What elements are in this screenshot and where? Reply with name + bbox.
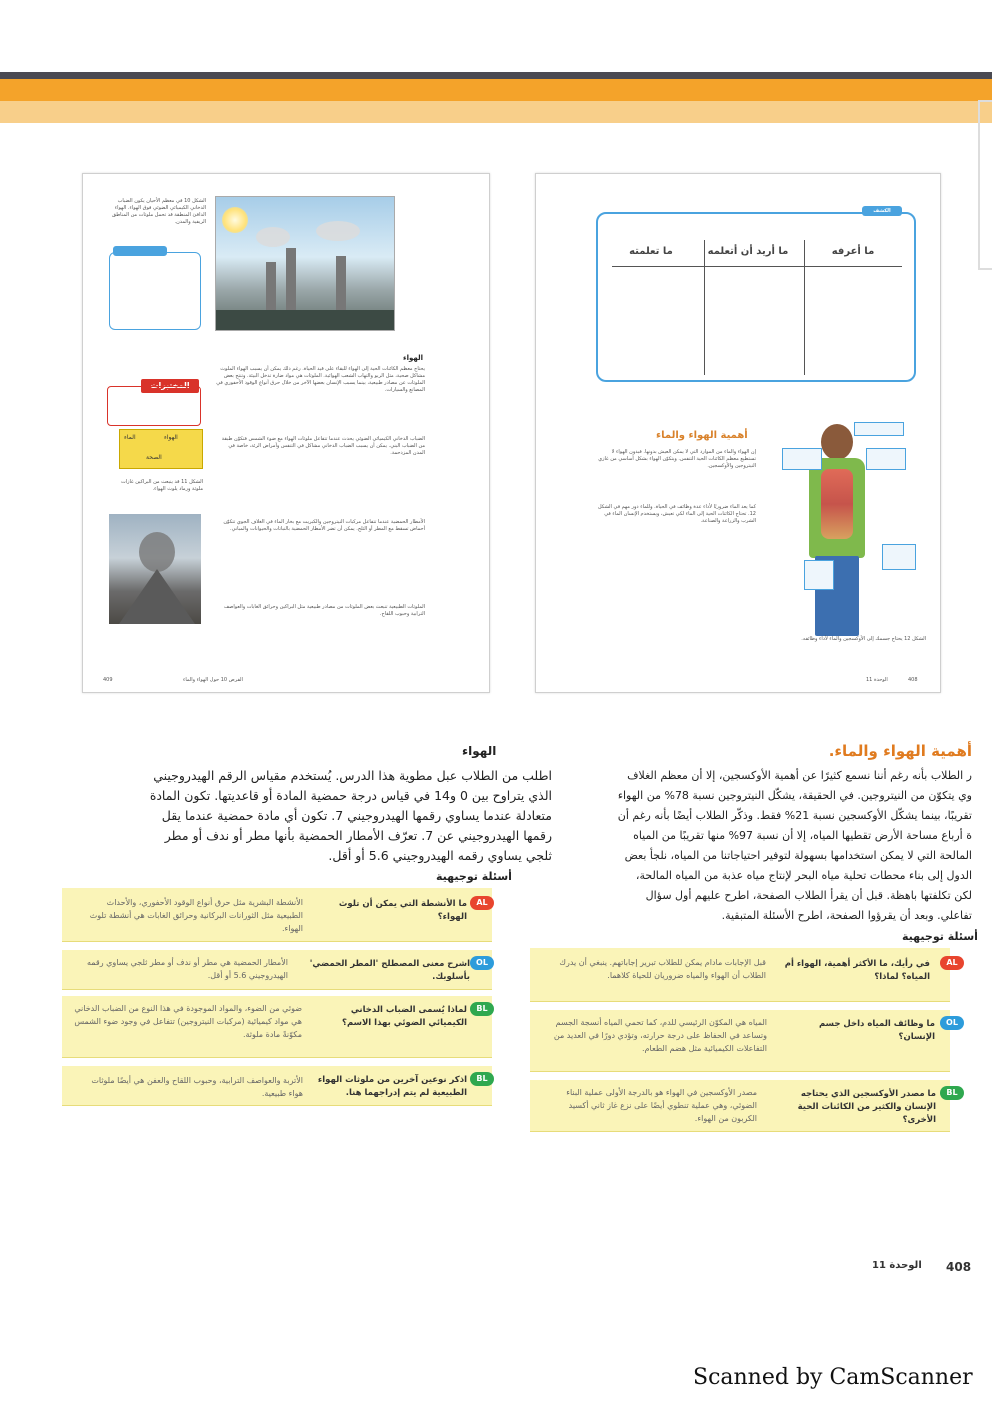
body-head — [821, 424, 853, 460]
footer-page-number: 408 — [946, 1260, 972, 1274]
ash-cloud — [139, 532, 175, 572]
smoke-cloud — [316, 221, 360, 241]
left-page-body-3: الأمطار الحمضية عندما تتفاعل مركبات النيتروجين والكبريت مع بخار الماء في الغلاف الجوي تتكوّن أحماض تسقط مع المطر أو الثلج. يمكن أن تضر الأمطار الحمضية بالنباتات والحيوانات والمباني. — [223, 519, 425, 532]
callout-box — [854, 422, 904, 436]
annotation-left-line: ر الطلاب بأنه رغم أننا نسمع كثيرًا عن أهمية الأوكسجين، إلا أن معظم الغلاف — [627, 769, 972, 782]
annotation-left-line: الدول إلى بناء محطات تحلية مياه البحر لإنتاج مياه عذبة من المياه المالحة، — [635, 869, 972, 882]
footer-unit: الوحدة 11 — [872, 1260, 922, 1271]
right-page-section-title: أهمية الهواء والماء — [656, 430, 748, 441]
foldable-label: الماء — [124, 434, 136, 441]
left-page-title: الهواء — [403, 354, 424, 362]
annotation-line: متعادلة عندما يساوي رقمها الهيدروجيني 7. تكون أي مادة حمضية عندما يقل — [161, 808, 552, 823]
volcano-image — [109, 514, 201, 624]
guide-title-left: أسئلة توجيهية — [436, 870, 512, 883]
body-organs — [821, 469, 853, 539]
kwl-divider — [704, 240, 705, 375]
callout-box — [804, 560, 834, 590]
guide-question: في رأيك، ما الأكثر أهمية، الهواء أم المياه؟ لماذا؟ — [784, 959, 930, 982]
annotation-left-line: وي يتكوّن من النيتروجين. في الحقيقة، يشكّل النيتروجين نسبة 78% من الهواء — [617, 789, 972, 802]
guide-row — [530, 1080, 958, 1132]
sun-icon — [222, 207, 248, 233]
smoke-cloud — [256, 227, 290, 247]
left-page-body-4: الملوثات الطبيعية تنبعث بعض الملوثات من مصادر طبيعية مثل البراكين وحرائق الغابات والعواصف الترابية وحبوب اللقاح. — [223, 604, 425, 617]
guide-question: ما مصدر الأوكسجين الذي يحتاجه الإنسان والكثير من الكائنات الحية الأخرى؟ — [797, 1089, 936, 1125]
guide-answer: الأمطار الحمضية هي مطر أو ندف أو مطر ثلجي يساوي رقمه الهيدروجيني 5.6 أو أقل. — [87, 958, 288, 980]
guide-row — [62, 1066, 492, 1106]
sidebar-note: الشكل 10 في معظم الأحيان يكون الضباب الدخاني الكيميائي الضوئي فوق الهواء. الهواء الدافئ المنطقة قد تحمل ملوثات من المناطق الريفية والمدن. — [112, 198, 206, 225]
guide-title-right: أسئلة توجيهية — [902, 930, 978, 943]
reading-check-box — [109, 252, 201, 330]
annotation-left-line: تفاعلي. وبعد أن يقرؤوا الصفحة، اطرح الأسئلة المتبقية. — [721, 909, 972, 922]
annotation-left-line: ة أرباع مساحة الأرض تقطيها المياه، إلا أن نسبة 97% منها تقريبًا من المياه — [633, 829, 972, 842]
guide-answer: قبل الإجابات مادام يمكن للطلاب تبرير إجاباتهم. ينبغي أن يدرك الطلاب أن الهواء والمياه ضروريان للحياة كلاهما. — [559, 958, 766, 980]
ground — [216, 310, 394, 330]
chimney — [266, 262, 276, 312]
guide-row — [530, 1010, 958, 1072]
kwl-header-want: ما أريد أن أتعلمه — [707, 246, 789, 257]
annotation-left-heading: أهمية الهواء والماء. — [828, 742, 972, 760]
level-badge: OL — [940, 1016, 964, 1030]
guide-question: لماذا يُسمى الضباب الدخاني الكيميائي الضوئي بهذا الاسم؟ — [342, 1005, 467, 1028]
annotation-line: رقمها الهيدروجيني عن 7. تعرّف الأمطار الحمضية بأنها مطر أو ندف أو مطر — [164, 828, 552, 843]
guide-answer: الأنشطة البشرية مثل حرق أنواع الوقود الأحفوري، والأحداث الطبيعية مثل الثورانات البركانية وحرائق الغابات هي أنشطة تلوث الهواء. — [89, 898, 303, 933]
guide-answer: الأتربة والعواصف الترابية، وحبوب اللقاح والعفن هي أيضًا ملوثات هواء طبيعية. — [91, 1076, 303, 1098]
guide-row — [62, 996, 492, 1058]
top-orange-band — [0, 79, 992, 101]
guide-question: اشرح معنى المصطلح 'المطر الحمضي' بأسلوبك. — [309, 959, 470, 982]
callout-box — [882, 544, 916, 570]
kwl-header-learned: ما تعلمته — [629, 246, 673, 257]
chimney — [286, 248, 296, 312]
right-page-body-2: كما يعد الماء ضروريًا لأداء عدة وظائف في الحياة. وللماء دور مهم في الشكل 12. تحتاج الكائنات الحية إلى الماء لكي تعيش، ويستخدم الإنسان الماء في الشرب والزراعة والصناعة. — [598, 504, 756, 524]
kwl-chart — [596, 212, 916, 382]
safety-tag: المختبرات — [141, 379, 199, 393]
right-page-unit: الوحدة 11 — [866, 677, 888, 683]
top-dark-strip — [0, 72, 992, 79]
textbook-page-409 — [82, 173, 490, 693]
right-page-body-1: إن الهواء والماء من الموارد التي لا يمكن العيش بدونها. فبدون الهواء لا تستطيع معظم الكائنات الحية التنفس. ويتكوّن الهواء بشكل أساسي من غازي النيتروجين والأوكسجين. — [598, 449, 756, 469]
left-page-footer: الفرص 10 حول الهواء والماء — [183, 677, 243, 683]
left-page-body-1: يحتاج معظم الكائنات الحية إلى الهواء للبقاء على قيد الحياة. رغم ذلك يمكن أن يسبب الهواء الملوث مشاكل صحية، مثل الربو والتهاب الشعب الهوائية. الملوثات هي مواد ضارة تدخل البيئة. وتنتج بعض الملوثات عن مصادر طبيعية، بينما يسبب الإنسان بعضها الآخر من خلال حرق أنواع الوقود الأحفوري في المصانع والسيارات. — [216, 366, 425, 393]
level-badge: BL — [940, 1086, 964, 1100]
annotation-line: الذي يتراوح بين 0 و14 في قياس درجة حمضية المادة أو قاعديتها. تكون المادة — [149, 788, 552, 803]
volcano-caption: الشكل 11 قد ينبعث من البراكين غازات ملوثة ورماد يلوث الهواء. — [121, 479, 203, 492]
right-page-number: 408 — [908, 677, 918, 683]
volcano-cone — [119, 569, 195, 624]
guide-row — [62, 888, 492, 942]
annotation-right-heading: الهواء — [462, 744, 497, 758]
foldable-label: الصحة — [146, 454, 162, 461]
guide-answer: مصدر الأوكسجين في الهواء هو بالدرجة الأولى عملية البناء الضوئي، وهي عملية تنطوي أيضًا على نزع غاز ثاني أكسيد الكربون من الهواء. — [566, 1088, 757, 1123]
level-badge: AL — [470, 896, 494, 910]
left-page-body-2: الضباب الدخاني الكيميائي الضوئي يحدث عندما تتفاعل ملوثات الهواء مع ضوء الشمس فتكوّن طبقة من الضباب البني. يمكن أن يسبب الضباب الدخاني مشاكل في التنفس وأمراض الرئة، خاصة في المدن المزدحمة. — [221, 436, 425, 456]
guide-answer: المياه هي المكوّن الرئيسي للدم، كما تحمي المياه أنسجة الجسم وتساعد في الحفاظ على درجة حرارته، وتؤدي دورًا في العديد من التفاعلات الكيميائية مثل هضم الطعام. — [553, 1018, 767, 1053]
level-badge: BL — [470, 1072, 494, 1086]
level-badge: BL — [470, 1002, 494, 1016]
scanner-watermark: Scanned by CamScanner — [693, 1365, 973, 1390]
callout-box — [782, 448, 822, 470]
kwl-header-know: ما أعرفه — [831, 246, 875, 257]
factory-pollution-image — [215, 196, 395, 331]
foldable-diagram — [119, 429, 203, 469]
annotation-left-line: المالحة التي لا يمكن استخدامها بسهولة لتوفير احتياجاتنا من المياه، نلجأ بعض — [624, 849, 972, 862]
guide-row — [62, 950, 492, 990]
foldable-label: الهواء — [164, 434, 178, 441]
guide-question: اذكر نوعين آخرين من ملوثات الهواء الطبيعية لم يتم إدراجهما هنا. — [317, 1075, 467, 1098]
safety-frame — [107, 386, 201, 426]
textbook-page-408 — [535, 173, 941, 693]
level-badge: OL — [470, 956, 494, 970]
annotation-left-line: لكن تكلفتها باهظة. قبل أن يقرأ الطلاب الصفحة، اطرح عليهم أول سؤال — [645, 889, 972, 902]
kwl-hline — [612, 266, 902, 267]
annotation-left-line: تقريبًا، بينما يشكّل الأوكسجين نسبة 21% فقط. وذكّر الطلاب أيضًا بأنه رغم أن — [617, 809, 972, 822]
body-caption: الشكل 12 يحتاج جسمك إلى الأوكسجين والماء لأداء وظائفه. — [801, 636, 926, 642]
guide-question: ما وظائف المياه داخل جسم الإنسان؟ — [819, 1019, 935, 1042]
page-edge-tab — [978, 100, 992, 270]
guide-row — [530, 948, 958, 1002]
left-page-number: 409 — [103, 677, 113, 683]
callout-box — [866, 448, 906, 470]
kwl-divider — [804, 240, 805, 375]
guide-question: ما الأنشطة التي يمكن أن تلوث الهواء؟ — [338, 899, 467, 922]
annotation-line: ثلجي يساوي رقمه الهيدروجيني 5.6 أو أقل. — [328, 848, 552, 863]
annotation-line: اطلب من الطلاب عبل مطوية هذا الدرس. يُستخدم مقياس الرقم الهيدروجيني — [153, 768, 552, 783]
level-badge: AL — [940, 956, 964, 970]
guide-answer: ضوئي من الضوء، والمواد الموجودة في هذا النوع من الضباب الدخاني هي مواد كيميائية (مركبات النيتروجين) تتفاعل في وجود ضوء الشمس مكوّنةً مادة ملوثة. — [74, 1004, 302, 1039]
top-light-band — [0, 101, 992, 123]
chimney — [336, 256, 346, 312]
chart-tab: الكشف — [862, 206, 902, 216]
